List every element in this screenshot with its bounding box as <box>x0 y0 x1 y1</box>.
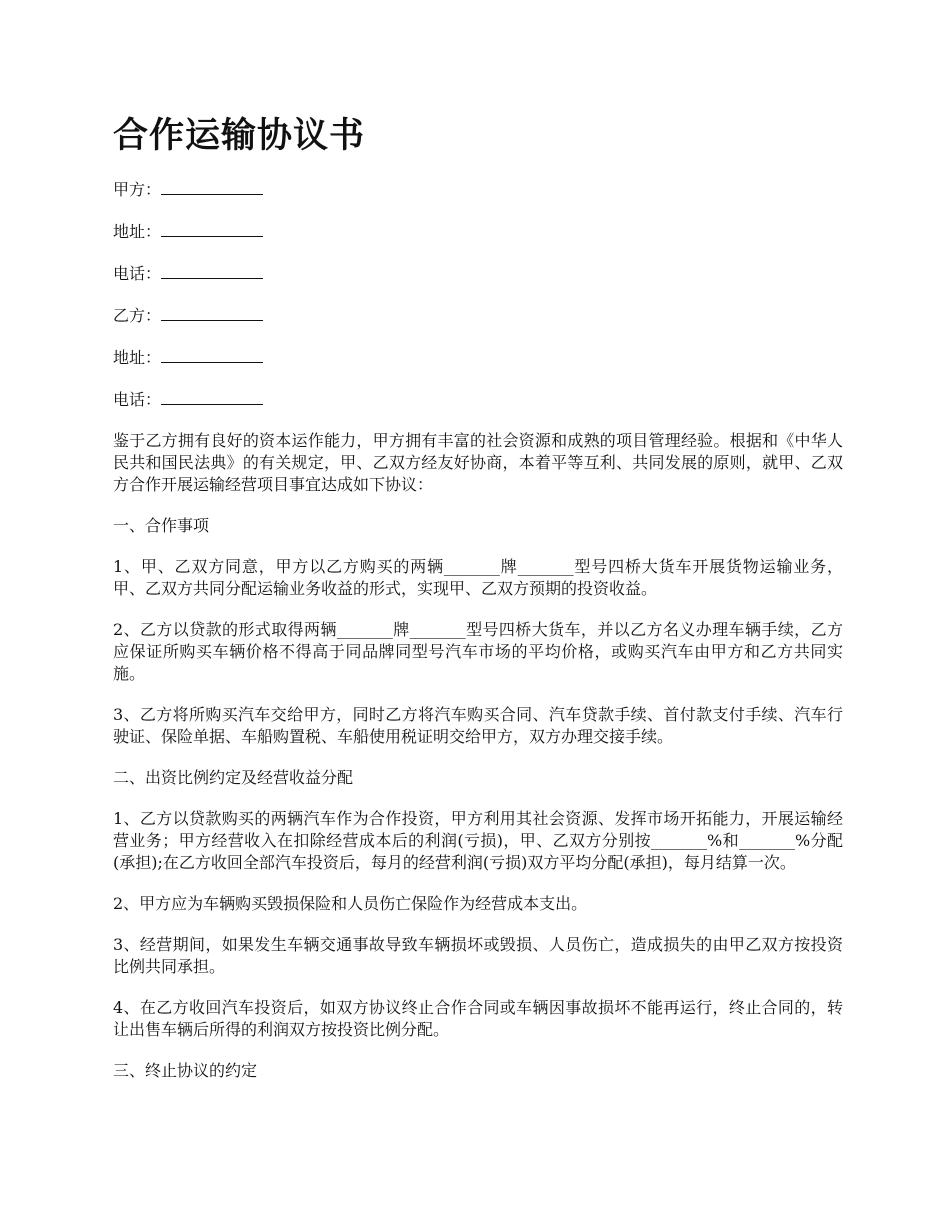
document-page <box>113 112 843 1101</box>
clause-paragraph: 2、乙方以贷款的形式取得两辆_______牌_______型号四桥大货车，并以乙方名义办理车辆手续，乙方应保证所购买车辆价格不得高于同品牌同型号汽车市场的平均价格，或购买汽车由甲方和乙方共同实施。 <box>113 620 843 683</box>
field-label: 电话： <box>113 264 162 283</box>
clause-paragraph: 1、乙方以贷款购买的两辆汽车作为合作投资，甲方利用其社会资源、发挥市场开拓能力，开展运输经营业务；甲方经营收入在扣除经营成本后的利润(亏损)，甲、乙双方分别按_______%和_______%分配(承担);在乙方收回全部汽车投资后，每月的经营利润(亏损)双方平均分配(承担)，每月结算一次。 <box>113 809 843 872</box>
party-a-address-field <box>113 220 843 243</box>
field-label: 电话： <box>113 390 162 409</box>
clause-paragraph: 1、甲、乙双方同意，甲方以乙方购买的两辆_______牌_______型号四桥大货车开展货物运输业务，甲、乙双方共同分配运输业务收益的形式，实现甲、乙双方预期的投资收益。 <box>113 557 843 598</box>
party-b-name-field <box>113 304 843 327</box>
clause-paragraph: 3、乙方将所购买汽车交给甲方，同时乙方将汽车购买合同、汽车贷款手续、首付款支付手续、汽车行驶证、保险单据、车船购置税、车船使用税证明交给甲方，双方办理交接手续。 <box>113 705 843 746</box>
field-label: 地址： <box>113 222 162 241</box>
fill-blank <box>161 220 263 237</box>
fill-blank <box>161 388 263 405</box>
field-label: 乙方： <box>113 306 162 325</box>
fill-blank <box>161 304 263 321</box>
fill-blank <box>161 346 263 363</box>
clause-paragraph: 2、甲方应为车辆购买毁损保险和人员伤亡保险作为经营成本支出。 <box>113 894 588 913</box>
section-heading-termination: 三、终止协议的约定 <box>113 1061 258 1080</box>
preamble-paragraph: 鉴于乙方拥有良好的资本运作能力，甲方拥有丰富的社会资源和成熟的项目管理经验。根据和《中华人民共和国民法典》的有关规定，甲、乙双方经友好协商，本着平等互利、共同发展的原则，就甲、乙双方合作开展运输经营项目事宜达成如下协议： <box>113 431 843 494</box>
party-a-name-field <box>113 178 843 201</box>
fill-blank <box>161 262 263 279</box>
document-title: 合作运输协议书 <box>113 115 366 156</box>
party-a-phone-field <box>113 262 843 285</box>
party-b-address-field <box>113 346 843 369</box>
fill-blank <box>161 178 263 195</box>
field-label: 地址： <box>113 348 162 367</box>
section-heading-cooperation: 一、合作事项 <box>113 516 210 535</box>
section-heading-investment: 二、出资比例约定及经营收益分配 <box>113 768 354 787</box>
clause-paragraph: 4、在乙方收回汽车投资后，如双方协议终止合作合同或车辆因事故损坏不能再运行，终止合同的，转让出售车辆后所得的利润双方按投资比例分配。 <box>113 998 843 1039</box>
field-label: 甲方： <box>113 180 162 199</box>
party-b-phone-field <box>113 388 843 411</box>
clause-paragraph: 3、经营期间，如果发生车辆交通事故导致车辆损坏或毁损、人员伤亡，造成损失的由甲乙双方按投资比例共同承担。 <box>113 935 843 976</box>
party-info-block <box>113 178 843 411</box>
